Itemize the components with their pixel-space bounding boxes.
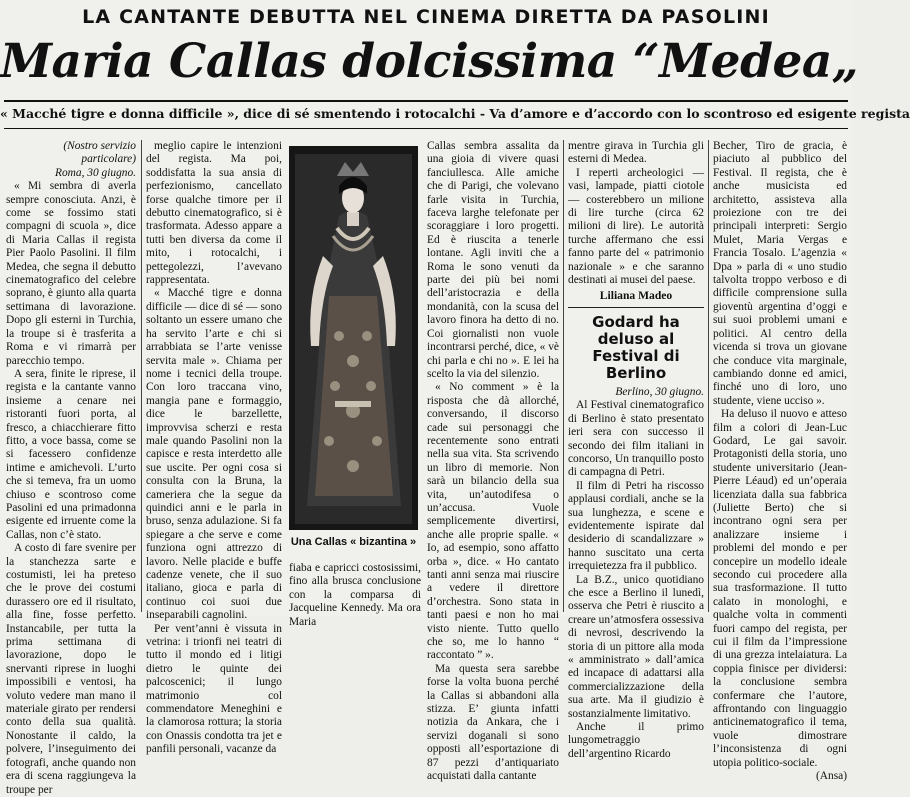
paragraph: I reperti archeologici — vasi, lampade, piatti ciotole — costerebbero un milione di lire turche (circa 62 milioni di lire). Le autorità turche affermano che essi fanno parte del « patrimonio nazionale » e che saranno destinati ai musei del paese. (568, 166, 704, 287)
photo-image (289, 146, 418, 530)
author-byline: Liliana Madeo (599, 289, 673, 303)
paragraph: A costo di fare svenire per la stanchezza sarte e costumisti, lei ha preteso che le prove dei costumi durassero ore ed il risultato, alla fine, fosse perfetto. Instancabile, per tutta la prima settimana di lavorazione, dopo le snervanti riprese in luoghi impossibili e ventosi, ha voluto vedere man mano il materiale girato per rendersi conto della sua qualità. Nonostante il caldo, la polvere, l’inseguimento dei fotografi, anche quando non era di scena raggiungeva la troupe per (6, 542, 136, 796)
article-column-4 (427, 140, 559, 783)
column-divider (141, 140, 142, 612)
article-column-6 (713, 140, 847, 783)
agency-signature: (Ansa) (816, 770, 847, 783)
article-column-2 (146, 140, 282, 756)
paragraph: « Macché tigre e donna difficile — dice di sé — sono soltanto un essere umano che ha servito l’arte e chi si arrabbiata se l’arte venisse servita male ». Chiama per nome i tecnici della troupe. Con loro traccana vino, mangia pane e formaggio, dice le barzellette, improvvisa scherzi e resta male quando Pasolini non la capisce e resta interdetto alle sue uscite. Per ogni cosa si consulta con la Bruna, la cameriera che la segue da quindici anni e le parla in bruso, senza adulazione. Si fa spiegare a che serve e come funziona ogni attrezzo di lavoro. Nelle placide e buffe cadenze venete, che il suo italiano, gioca e parla di continuo coi suoi due inseparabili cagnolini. (146, 287, 282, 622)
article-column-5 (568, 140, 704, 760)
subhead-rule (4, 128, 848, 129)
section-divider (568, 307, 704, 308)
paragraph: Ma questa sera sarebbe forse la volta buona perché la Callas si abbandoni alla stizza. E’ giunta infatti notizia da Ankara, che i servizi doganali si sono opposti all’esportazione di 87 pezzi d’antiquariato acquistati dalla cantante (427, 662, 559, 783)
paragraph: Il film di Petri ha riscosso applausi cordiali, anche se la sua lunghezza, e scene e evidentemente ispirate dal desiderio di scandalizzare » hanno suscitato una certa irrequietezza fra il pubblico. (568, 479, 704, 573)
kicker-headline: LA CANTANTE DEBUTTA NEL CINEMA DIRETTA DA PASOLINI (82, 6, 770, 28)
main-headline: Maria Callas dolcissima “Medea„ (0, 34, 859, 89)
article-column-1 (6, 140, 136, 796)
paragraph: Al Festival cinematografico di Berlino è stato presentato ieri sera con successo il secondo dei film italiani in concorso, Un tranquillo posto di campagna di Petri. (568, 399, 704, 479)
headline-rule (4, 100, 848, 102)
paragraph: « No comment » è la risposta che dà allorché, conversando, il discorso cade sui personaggi che recentemente sono entrati nella sua vita. Sta scrivendo un libro di memorie. Non sarà un bilancio della sua vita, un’autodifesa o un’accusa. Vuole semplicemente divertirsi, anche alle proprie spalle. « Io, ad esempio, sono affatto orba », dice. « Ho cantato tanti anni senza mai riuscire a vedere il direttore d’orchestra. Sono stata in tanti paesi e non ho mai visto niente. Tutto quello che so, me lo hanno “ raccontato ” ». (427, 381, 559, 662)
article-column-3-tail (289, 562, 421, 628)
paragraph: La B.Z., unico quotidiano che esce a Berlino il lunedì, osserva che Petri è riuscito a creare un’atmosfera ossessiva di nevrosi, descrivendo la storia di un pittore alla moda « amministrato » dall’amica ed incapace di adattarsi alla commercializzazione della sua arte. Ma il giudizio è sostanzialmente limitativo. (568, 573, 704, 720)
callas-medea-photo (289, 146, 418, 530)
column-divider (563, 140, 564, 612)
paragraph: fiaba e capricci costosissimi, fino alla brusca conclusione con la comparsa di Jacqueline Kennedy. Ma ora Maria (289, 562, 421, 628)
paragraph: Callas sembra assalita da una gioia di vivere quasi fanciullesca. Alle amiche che di Parigi, che volevano farle visita in Turchia, faceva larghe telefonate per scoraggiare i loro progetti. Ed è riuscita a tenerle lontane. Agli inviti che a Roma le sono venuti da parte dei più bei nomi dell’aristocrazia e della mondanità, con la scusa del lavoro finora ha detto di no. Coi giornalisti non vuole incontrarsi perché, dice, « vè chi parla e chi no ». E lei ha scelto la via del silenzio. (427, 140, 559, 380)
paragraph: Per vent’anni è vissuta in vetrina: i trionfi nei teatri di tutto il mondo ed i litigi dietro le quinte dei palcoscenici; il lungo matrimonio col commendatore Meneghini e la clamorosa rottura; la storia con Onassis condotta tra jet e panfili personali, vacanze da (146, 622, 282, 756)
paragraph: mentre girava in Turchia gli esterni di Medea. (568, 140, 704, 166)
paragraph: A sera, finite le riprese, il regista e la cantante vanno insieme a cenare nei ristoranti fuori porta, al fresco, a chiacchierare fitto fitto, a voce bassa, come se si facessero confidenze intime e amichevoli. L’urto che si temeva, fra un uomo chiuso e scontroso come Pasolini ed una primadonna esigente ed irruente come la Callas, non c’è stato. (6, 367, 136, 541)
column-divider (708, 140, 709, 612)
paragraph: Becher, Tiro de gracia, è piaciuto al pubblico del Festival. Il regista, che è anche musicista ed architetto, assisteva alla proiezione con tre dei principali interpreti: Sergio Mulet, Maria Vergas e Francia Tosalo. L’agenzia « Dpa » parla di « uno studio talvolta troppo verboso e di difficile comprensione sulla gioventù argentina d’oggi e sui suoi problemi umani e politici. Al centro della vicenda si trova un giovane che conduce vita marginale, cambiando donne ed amici, finché uno di loro, uno studente, viene ucciso ». (713, 140, 847, 407)
paragraph: meglio capire le intenzioni del regista. Ma poi, soddisfatta la sua ansia di perfezionismo, cancellato forse qualche timore per il debutto cinematografico, si è trasformata. Adesso appare a tutti ben diversa da come il mito, i rotocalchi, i pettegolezzi, l’avevano rappresentata. (146, 140, 282, 287)
dateline: Berlino, 30 giugno. (615, 385, 704, 398)
paragraph: « Mi sembra di averla sempre conosciuta. Anzi, è come se fossimo stati compagni di scuola », dice di Maria Callas il regista Pier Paolo Pasolini. Il film Medea, che segna il debutto cinematografico del celebre soprano, è giunto alla quarta settimana di lavorazione. Dopo gli esterni in Turchia, la troupe si è trasferita a Roma e vi rimarrà per parecchio tempo. (6, 180, 136, 367)
paragraph: Anche il primo lungometraggio dell’argentino Ricardo (568, 721, 704, 760)
dateline: (Nostro servizio particolare) Roma, 30 giugno. (55, 140, 136, 179)
godard-headline: Godard ha deluso al Festival di Berlino (592, 312, 680, 382)
paragraph: Ha deluso il nuovo e atteso film a colori di Jean-Luc Godard, Le gai savoir. Protagonisti della storia, uno studente universitario (Jean-Pierre Léaud) ed un’operaia licenziata dalla sua fabbrica (Juliette Berto) che si incontrano ogni sera per analizzare insieme i problemi del mondo e per concepire un modello ideale secondo cui procedere alla sua trasformazione. Il tutto calato in monologhi, e qualche volta in commenti fuori campo del regista, per cui il film da l’impressione di una grezza intelaiatura. La coppia finisce per dividersi: la conclusione sembra confermare che l’autore, affrontando con linguaggio anticinematografico il tema, vuole dimostrare l’inconsistenza di ogni utopia politico-sociale. (713, 408, 847, 769)
subheadline: « Macché tigre e donna difficile », dice di sé smentendo i rotocalchi - Va d’amore e d’accordo con lo scontroso ed esigente regista (0, 106, 910, 121)
photo-caption: Una Callas « bizantina » (290, 536, 417, 548)
